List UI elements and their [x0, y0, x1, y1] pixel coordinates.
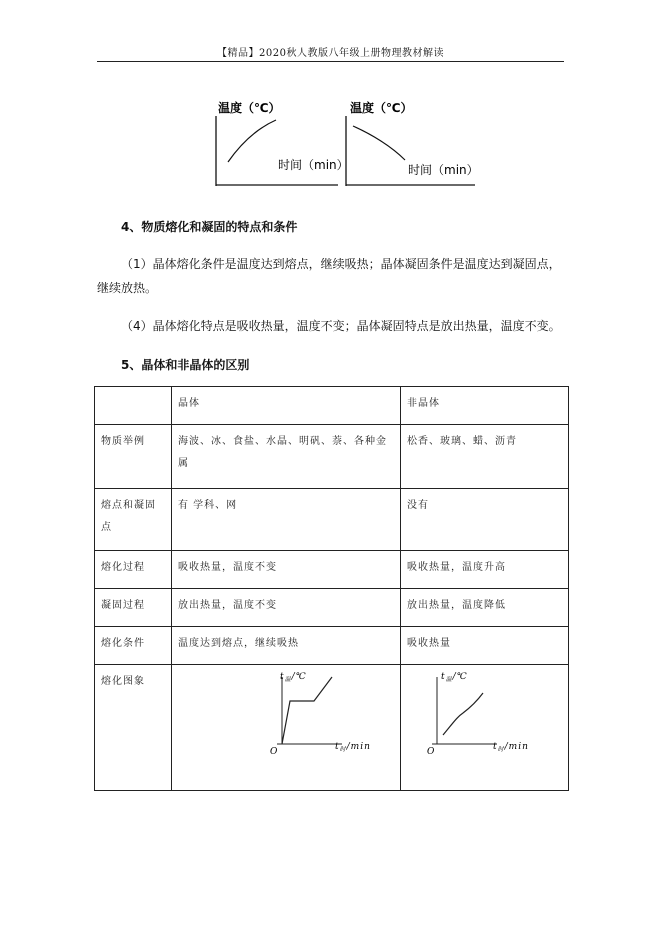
page-header: 【精品】2020秋人教版八年级上册物理教材解读	[217, 48, 444, 59]
cooling-curve	[353, 126, 405, 160]
crystal-cell: 有 学科、网	[172, 489, 401, 551]
amorphous-cell: 吸收热量	[401, 627, 569, 665]
crystal-cell: 吸收热量，温度不变	[172, 551, 401, 589]
section-4-heading: 4、物质熔化和凝固的特点和条件	[121, 220, 298, 234]
row-label: 熔化过程	[95, 551, 172, 589]
crystal-melting-graph	[172, 665, 401, 781]
row-label: 熔化条件	[95, 627, 172, 665]
table-row	[95, 489, 569, 551]
svg-text:t温/℃: $t_温/℃$	[441, 672, 468, 683]
section-4-paragraph-2: （4）晶体熔化特点是吸收热量，温度不变；晶体凝固特点是放出热量，温度不变。	[121, 319, 561, 333]
origin-label: O	[270, 747, 279, 757]
amorphous-melting-graph	[401, 665, 569, 781]
crystal-curve	[282, 677, 332, 744]
row-label: 熔化图象	[95, 665, 172, 791]
table-header-amorphous: 非晶体	[401, 387, 569, 425]
amorphous-cell: 松香、玻璃、蜡、沥青	[401, 425, 569, 489]
heating-curve	[228, 120, 276, 162]
section-4-paragraph-1: （1）晶体熔化条件是温度达到熔点，继续吸热；晶体凝固条件是温度达到凝固点，继续放热。	[97, 257, 561, 295]
amorphous-graph-cell	[401, 665, 569, 791]
header-rule	[97, 61, 564, 62]
row-label: 凝固过程	[95, 589, 172, 627]
figure-temperature-rising	[210, 96, 349, 188]
figure-temperature-falling	[341, 96, 477, 188]
table-row	[95, 589, 569, 627]
y-axis-label: 温度（℃）	[350, 101, 413, 115]
x-axis-label: 时间（min）	[278, 158, 349, 172]
section-5-heading: 5、晶体和非晶体的区别	[121, 358, 250, 372]
table-row	[95, 551, 569, 589]
table-header-blank	[95, 387, 172, 425]
comparison-table	[94, 386, 569, 791]
table-header-crystal: 晶体	[172, 387, 401, 425]
y-axis-label: 温度（℃）	[218, 101, 281, 115]
amorphous-curve	[443, 693, 483, 735]
table-header-row	[95, 387, 569, 425]
origin-label: O	[427, 747, 436, 757]
row-label: 物质举例	[95, 425, 172, 489]
amorphous-cell: 没有	[401, 489, 569, 551]
table-row	[95, 665, 569, 791]
amorphous-cell: 吸收热量，温度升高	[401, 551, 569, 589]
amorphous-cell: 放出热量，温度降低	[401, 589, 569, 627]
row-label: 熔点和凝固点	[95, 489, 172, 551]
crystal-cell: 海波、冰、食盐、水晶、明矾、萘、各种金属	[172, 425, 401, 489]
crystal-cell: 温度达到熔点，继续吸热	[172, 627, 401, 665]
svg-text:t时/min: $t_时/\min$	[493, 742, 529, 753]
crystal-graph-cell	[172, 665, 401, 791]
x-axis-label: 时间（min）	[408, 163, 479, 177]
crystal-cell: 放出热量，温度不变	[172, 589, 401, 627]
table-row	[95, 627, 569, 665]
svg-text:t时/min: $t_时/\min$	[335, 742, 371, 753]
svg-text:t温/℃: $t_温/℃$	[280, 672, 307, 683]
table-row	[95, 425, 569, 489]
